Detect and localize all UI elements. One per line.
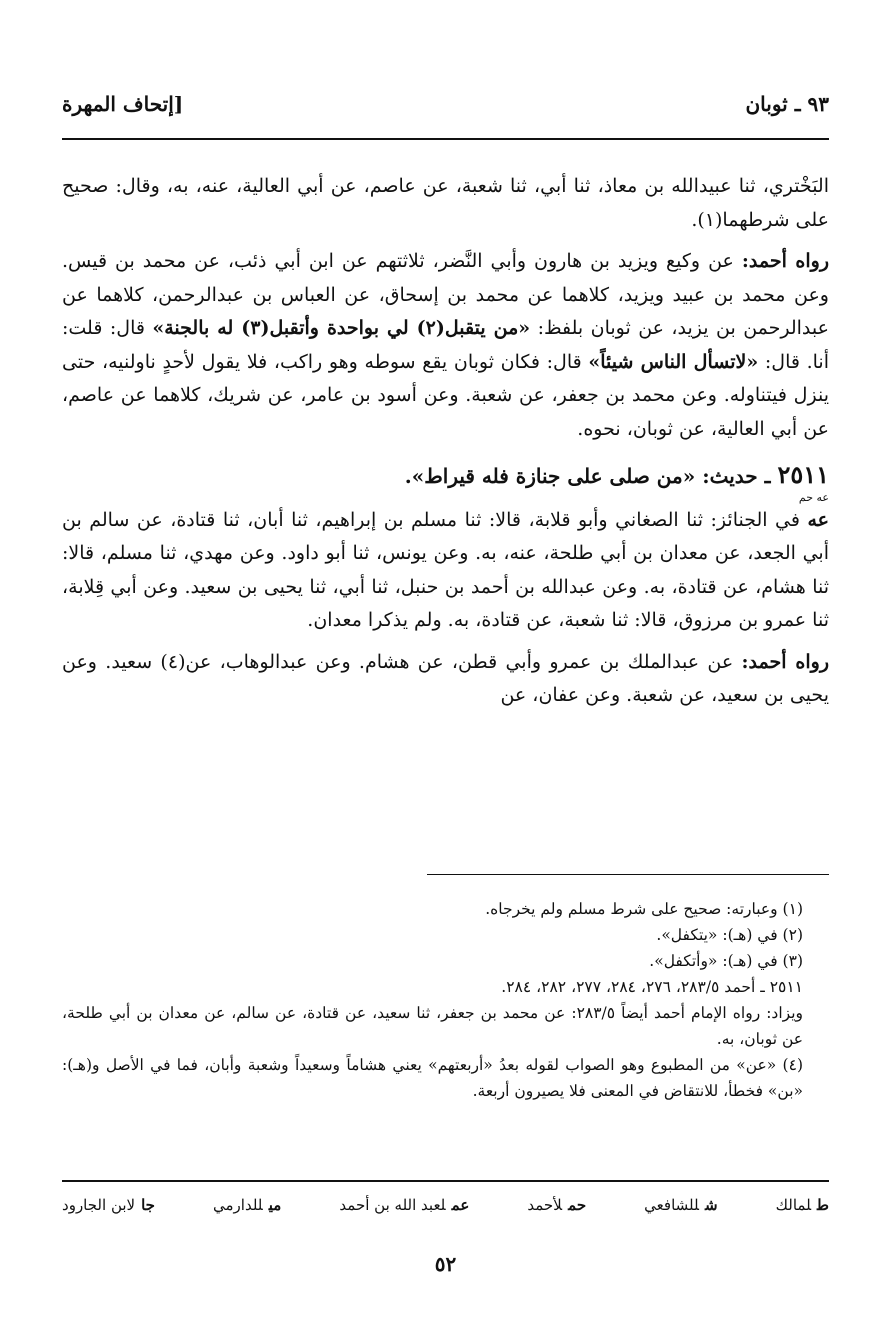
header-chapter-title: ٩٣ ـ ثوبان	[745, 92, 829, 116]
running-header	[62, 86, 829, 122]
footnote-1: (١) وعبارته: صحيح على شرط مسلم ولم يخرجاه.	[485, 900, 803, 918]
hadith-title: «من صلى على جنازة فله قيراط».	[404, 464, 696, 488]
legend-abbr: ط	[817, 1196, 829, 1214]
paragraph-3	[62, 504, 829, 638]
legend-abbr: حم	[568, 1196, 587, 1214]
legend-abbr: مي	[268, 1196, 282, 1214]
legend-name: لابن الجارود	[62, 1196, 136, 1214]
paragraph-4	[62, 646, 829, 713]
hadith-quote-2: «لاتسأل الناس شيئاً»	[588, 350, 759, 373]
legend-abbr: ش	[704, 1196, 718, 1214]
abbreviation-legend	[62, 1196, 829, 1214]
footnotes	[62, 896, 829, 1104]
hadith-quote-1: «من يتقبل(٢) لي بواحدة وأتقبل(٣) له بالجنة»	[152, 317, 531, 339]
paragraph-4-lead: رواه أحمد:	[741, 650, 829, 673]
source-marks: عه حم	[798, 490, 829, 504]
legend-name: لأحمد	[527, 1196, 563, 1214]
main-text	[62, 170, 829, 713]
paragraph-2-text-b: قال: قلت: أنا. قال:	[62, 317, 829, 373]
paragraph-2	[62, 245, 829, 446]
header-book-title: [إتحاف المهرة	[62, 92, 184, 116]
footnote-4: (٤) «عن» من المطبوع وهو الصواب لقوله بعدُ «أربعتهم» يعني هشاماً وسعيداً وشعبة وأبان، فما في الأصل و(هـ): «بن» فخطأ، للانتقاض في المعنى فلا يصيرون أربعة.	[62, 1056, 803, 1100]
hadith-number: ٢٥١١	[777, 460, 829, 489]
legend-item	[644, 1196, 717, 1214]
legend-name: للدارمي	[213, 1196, 263, 1214]
legend-item	[213, 1196, 281, 1214]
footnote-2: (٢) في (هـ): «يتكفل».	[656, 926, 803, 944]
paragraph-1: البَخْتري، ثنا عبيدالله بن معاذ، ثنا أبي، ثنا شعبة، عن عاصم، عن أبي العالية، عنه، به، وقال: صحيح على شرطهما(١).	[62, 175, 829, 231]
legend-item	[527, 1196, 586, 1214]
paragraph-2-text-a: عن وكيع ويزيد بن هارون وأبي النَّضر، ثلاثتهم عن ابن أبي ذئب، عن محمد بن قيس. وعن محمد بن عبيد ويزيد، كلاهما عن محمد بن إسحاق، عن العباس بن عبدالرحمن، كلاهما عن عبدالرحمن بن يزيد، عن ثوبان بلفظ:	[62, 250, 829, 339]
paragraph-4-text: عن عبدالملك بن عمرو وأبي قطن، عن هشام. وعن عبدالوهاب، عن(٤) سعيد. وعن يحيى بن سعيد، عن شعبة. وعن عفان، عن	[62, 650, 829, 706]
legend-item	[62, 1196, 155, 1214]
legend-item	[339, 1196, 469, 1214]
legend-abbr: عم	[451, 1196, 470, 1214]
footnote-source-ref: ٢٥١١ ـ أحمد ٢٨٣/٥، ٢٧٦، ٢٨٤، ٢٧٧، ٢٨٢، ٢٨٤.	[501, 978, 803, 996]
legend-item	[776, 1196, 829, 1214]
paragraph-2-text-c: قال: فكان ثوبان يقع سوطه وهو راكب، فلا يقول لأحدٍ ناولنيه، حتى ينزل فيتناوله. وعن محمد بن جعفر، عن شعبة. وعن أسود بن عامر، عن شريك، كلاهما عن عاصم، عن أبي العالية، عن ثوبان، نحوه.	[62, 350, 829, 440]
legend-name: لعبد الله بن أحمد	[339, 1196, 446, 1214]
legend-name: لمالك	[775, 1196, 812, 1214]
legend-rule	[62, 1180, 829, 1182]
hadith-label: ـ حديث:	[695, 464, 778, 488]
paragraph-3-text: في الجنائز: ثنا الصغاني وأبو قلابة، قالا: ثنا مسلم بن إبراهيم، ثنا أبان، ثنا قتادة، عن سالم بن أبي الجعد، عن معدان بن أبي طلحة، عنه، به. وعن يونس، ثنا أبو داود. وعن مهدي، ثنا مسلم، قالا: ثنا هشام، عن قتادة، به. وعن عبدالله بن أحمد بن حنبل، ثنا أبي، ثنا يحيى بن سعيد. وعن أبي قِلابة، ثنا عمرو بن مرزوق، قالا: ثنا شعبة، عن قتادة، به. ولم يذكرا معدان.	[62, 508, 829, 631]
legend-name: للشافعي	[644, 1196, 699, 1214]
page-number: ٥٢	[434, 1252, 457, 1276]
hadith-heading	[62, 458, 829, 494]
paragraph-2-lead: رواه أحمد:	[741, 250, 829, 272]
paragraph-3-lead: عه	[807, 508, 829, 531]
footnote-rule	[427, 874, 829, 875]
footnote-3: (٣) في (هـ): «وأتكفل».	[649, 952, 803, 970]
footnote-addition: ويزاد: رواه الإمام أحمد أيضاً ٢٨٣/٥: عن محمد بن جعفر، ثنا سعيد، عن قتادة، عن سالم، عن معدان بن أبي طلحة، عن ثوبان، به.	[62, 1004, 803, 1048]
header-rule	[62, 138, 829, 140]
legend-abbr: جا	[141, 1196, 155, 1214]
